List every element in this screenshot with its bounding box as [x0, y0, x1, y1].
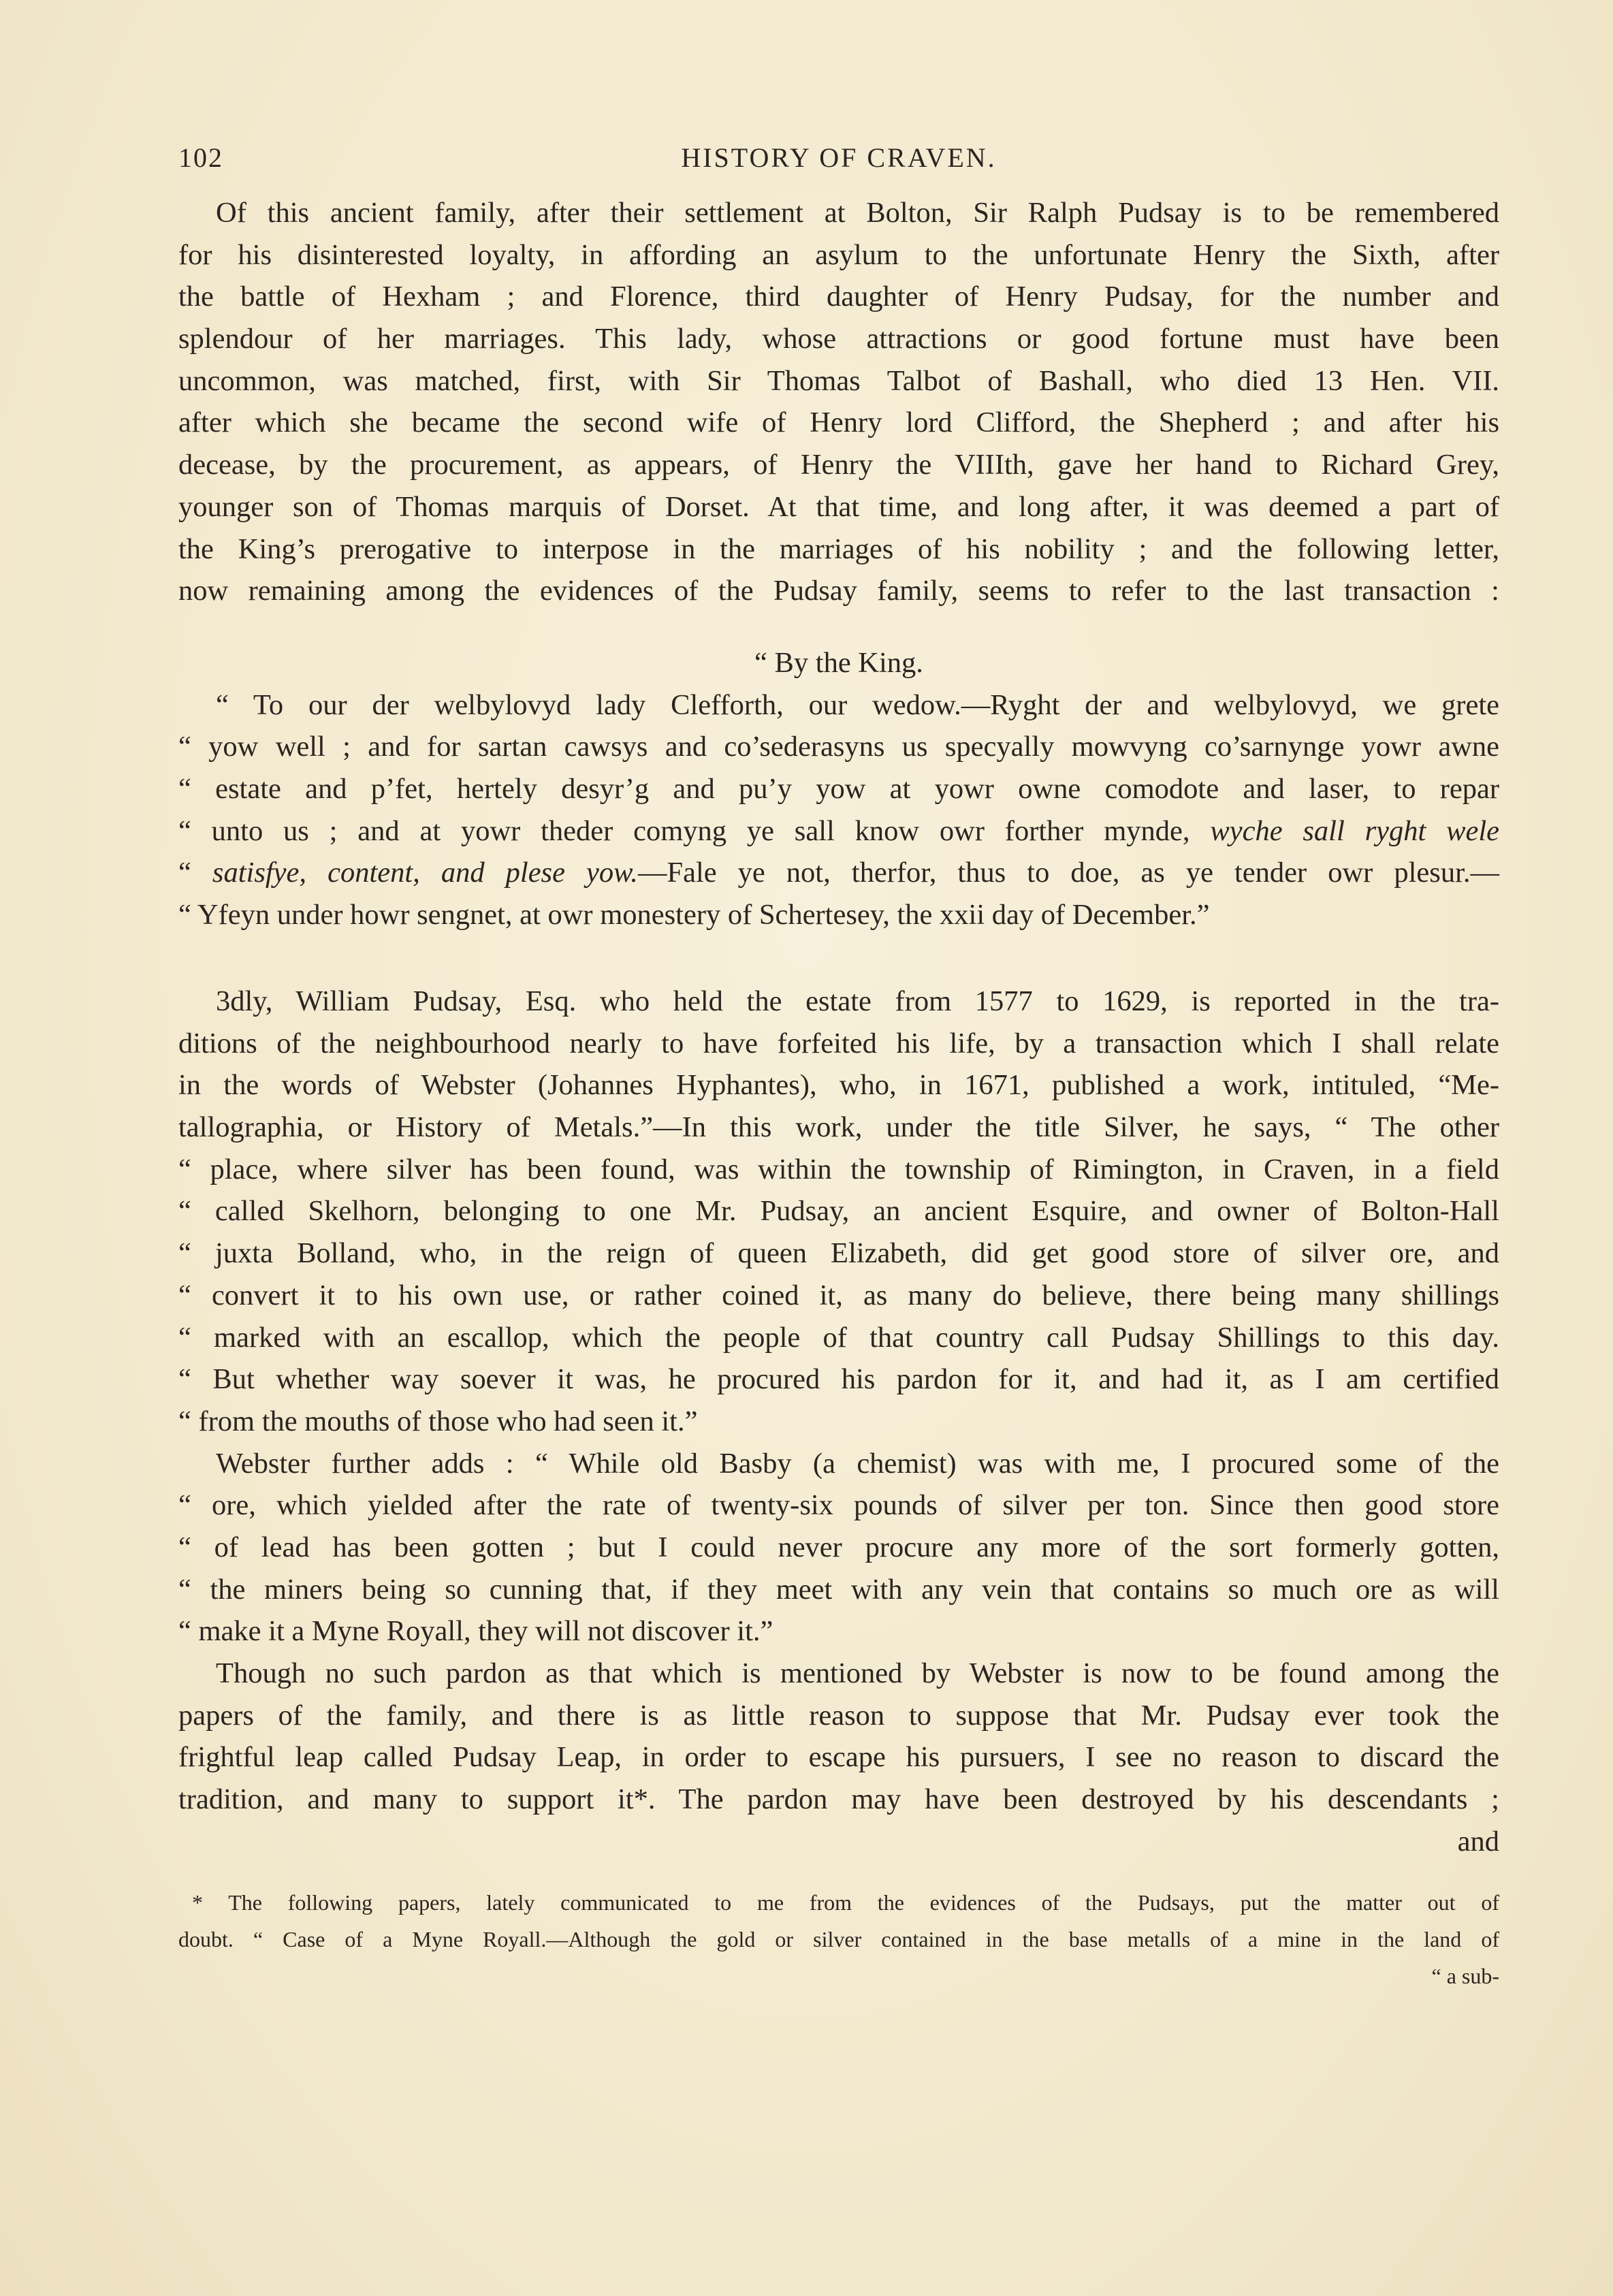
- letter-line: “ To our der welbylovyd lady Clefforth, our wedow.—Ryght der and welbylovyd, we grete: [216, 688, 1499, 721]
- letter-text: “ unto us ; and at yowr theder comyng ye sall know owr forther mynde,: [178, 814, 1190, 847]
- text-line: Of this ancient family, after their settlement at Bolton, Sir Ralph Pudsay is to be remembered: [216, 197, 1499, 229]
- text-line: “ But whether way soever it was, he procured his pardon for it, and had it, as I am certified: [178, 1363, 1499, 1396]
- text-line: now remaining among the evidences of the Pudsay family, seems to refer to the last transaction :: [178, 575, 1499, 607]
- text-line: “ called Skelhorn, belonging to one Mr. Pudsay, an ancient Esquire, and owner of Bolton-Hall: [178, 1195, 1499, 1228]
- text-line: Though no such pardon as that which is mentioned by Webster is now to be found among the: [216, 1657, 1499, 1689]
- paragraph-william-pudsay: [178, 980, 1499, 1862]
- footnote-line: * The following papers, lately communicated to me from the evidences of the Pudsays, put the matter out of: [192, 1890, 1499, 1915]
- text-line: “ of lead has been gotten ; but I could never procure any more of the sort formerly gotten,: [178, 1531, 1499, 1563]
- text-line: splendour of her marriages. This lady, whose attractions or good fortune must have been: [178, 323, 1499, 355]
- text-line: the battle of Hexham ; and Florence, third daughter of Henry Pudsay, for the number and: [178, 281, 1499, 313]
- text-line: “ place, where silver has been found, was within the township of Rimington, in Craven, in a field: [178, 1153, 1499, 1185]
- letter-italic-text: wyche sall ryght wele: [1210, 814, 1500, 847]
- footnote-line: doubt. “ Case of a Myne Royall.—Although the gold or silver contained in the base metalls of a mine in the land of: [178, 1927, 1499, 1951]
- text-line: in the words of Webster (Johannes Hyphantes), who, in 1671, published a work, intituled, “Me-: [178, 1069, 1499, 1102]
- text-line: after which she became the second wife of Henry lord Clifford, the Shepherd ; and after his: [178, 406, 1499, 439]
- text-line: for his disinterested loyalty, in affording an asylum to the unfortunate Henry the Sixth, after: [178, 238, 1499, 271]
- text-line: the King’s prerogative to interpose in the marriages of his nobility ; and the following letter,: [178, 532, 1499, 565]
- text-line: younger son of Thomas marquis of Dorset. At that time, and long after, it was deemed a part of: [178, 490, 1499, 523]
- royal-letter: [178, 642, 1499, 936]
- text-line: uncommon, was matched, first, with Sir Thomas Talbot of Bashall, who died 13 Hen. VII.: [178, 364, 1499, 397]
- letter-line: “ yow well ; and for sartan cawsys and co’sederasyns us specyally mowvyng co’sarnynge yowr awne: [178, 731, 1499, 763]
- text-line: frightful leap called Pudsay Leap, in order to escape his pursuers, I see no reason to discard the: [178, 1741, 1499, 1774]
- letter-italic-text: content,: [328, 857, 420, 889]
- text-line: Webster further adds : “ While old Basby (a chemist) was with me, I procured some of the: [216, 1447, 1499, 1480]
- running-head: [178, 142, 1499, 182]
- text-line: “ from the mouths of those who had seen it.”: [178, 1405, 698, 1437]
- page-number: 102: [178, 142, 223, 173]
- letter-italic-text: satisfye,: [212, 857, 307, 889]
- footnote-catchword: “ a sub-: [1431, 1964, 1499, 1988]
- text-line: papers of the family, and there is as little reason to suppose that Mr. Pudsay ever took the: [178, 1699, 1499, 1732]
- text-line: “ convert it to his own use, or rather coined it, as many do believe, there being many shillings: [178, 1279, 1499, 1311]
- letter-text: “: [178, 857, 191, 889]
- text-line: “ juxta Bolland, who, in the reign of queen Elizabeth, did get good store of silver ore, and: [178, 1237, 1499, 1270]
- text-line: tallographia, or History of Metals.”—In this work, under the title Silver, he says, “ The other: [178, 1111, 1499, 1144]
- letter-heading: “ By the King.: [754, 647, 923, 679]
- letter-line-with-italic: [178, 852, 1499, 894]
- text-line: “ the miners being so cunning that, if they meet with any vein that contains so much ore as will: [178, 1573, 1499, 1606]
- text-line: “ marked with an escallop, which the people of that country call Pudsay Shillings to this day.: [178, 1321, 1499, 1354]
- text-line: 3dly, William Pudsay, Esq. who held the estate from 1577 to 1629, is reported in the tra-: [216, 985, 1499, 1017]
- text-line: tradition, and many to support it*. The pardon may have been destroyed by his descendants ;: [178, 1783, 1499, 1816]
- text-line: ditions of the neighbourhood nearly to have forfeited his life, by a transaction which I shall relate: [178, 1027, 1499, 1059]
- text-line: “ ore, which yielded after the rate of twenty-six pounds of silver per ton. Since then good store: [178, 1489, 1499, 1522]
- text-line: “ make it a Myne Royall, they will not discover it.”: [178, 1615, 773, 1648]
- catchword: and: [1457, 1825, 1499, 1857]
- letter-text: —Fale ye not, therfor, thus to doe, as ye tender owr plesur.—: [637, 857, 1500, 889]
- letter-line: “ Yfeyn under howr sengnet, at owr monestery of Schertesey, the xxii day of December.”: [178, 899, 1210, 931]
- letter-line-with-italic: [178, 810, 1499, 852]
- paragraph-pudsay-family: [178, 192, 1499, 612]
- footnote: [178, 1884, 1499, 1994]
- running-title: HISTORY OF CRAVEN.: [681, 142, 997, 173]
- letter-line: “ estate and p’fet, hertely desyr’g and pu’y yow at yowr owne comodote and laser, to repar: [178, 773, 1499, 806]
- text-line: decease, by the procurement, as appears, of Henry the VIIIth, gave her hand to Richard Grey,: [178, 449, 1499, 481]
- letter-italic-text: and plese yow.: [441, 857, 638, 889]
